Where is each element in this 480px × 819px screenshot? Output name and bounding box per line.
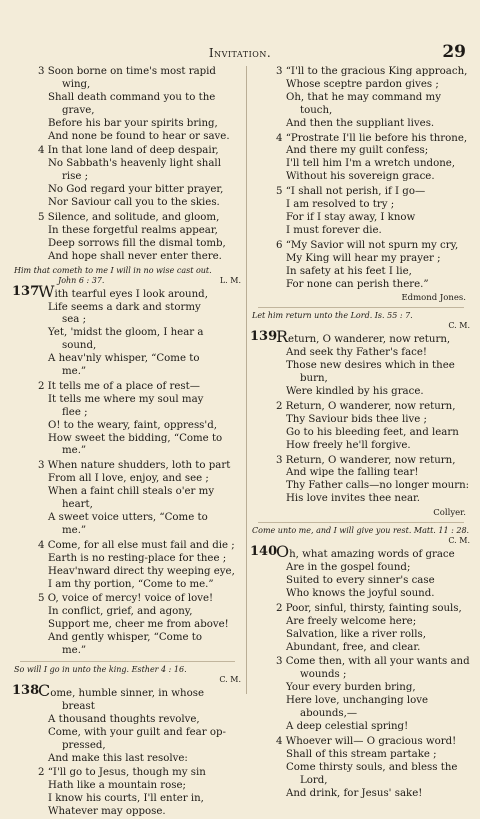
verse-line: 3 “I'll to the gracious King approach, bbox=[276, 66, 468, 77]
verse-line: me.” bbox=[62, 645, 87, 657]
verse-line: Nor Saviour call you to the skies. bbox=[48, 197, 220, 209]
verse-line: 4 “Prostrate I'll lie before his throne, bbox=[276, 132, 468, 144]
verse-line: Return, O wanderer, now return, bbox=[276, 327, 451, 347]
page-header bbox=[14, 42, 466, 64]
verse-line: In conflict, grief, and agony, bbox=[48, 606, 193, 618]
verse-line: flee ; bbox=[62, 406, 88, 418]
verse-line: Whatever may oppose. bbox=[48, 806, 166, 818]
verse-line: sound, bbox=[62, 340, 97, 352]
verse-line: A heav'nly whisper, “Come to bbox=[48, 353, 200, 365]
verse-line: pressed, bbox=[62, 739, 106, 751]
right-column bbox=[250, 66, 472, 799]
stanza bbox=[250, 133, 472, 185]
verse-line: 4 In that lone land of deep despair, bbox=[38, 145, 219, 157]
section-title: Invitation. bbox=[208, 46, 272, 60]
verse-line: And there my guilt confess; bbox=[286, 145, 429, 157]
verse-line: I must forever die. bbox=[286, 224, 382, 236]
hymn-separator bbox=[258, 307, 464, 308]
verse-line: And wipe the falling tear! bbox=[286, 467, 419, 479]
verse-line: Earth is no resting-place for thee ; bbox=[48, 552, 227, 564]
stanza bbox=[12, 593, 243, 658]
stanza bbox=[12, 66, 243, 143]
verse-line: And none be found to hear or save. bbox=[48, 130, 230, 142]
verse-line: 3 When nature shudders, loth to part bbox=[38, 460, 231, 472]
verse-line: 3 Return, O wanderer, now return, bbox=[276, 454, 456, 466]
verse-line: I know his courts, I'll enter in, bbox=[48, 793, 204, 805]
drop-cap: O bbox=[276, 542, 290, 562]
verse-line: I am resolved to try ; bbox=[286, 199, 395, 211]
hymn-separator bbox=[258, 522, 464, 523]
stanza bbox=[250, 603, 472, 655]
verse-line: Support me, cheer me from above! bbox=[48, 619, 229, 631]
verse-line: For if I stay away, I know bbox=[286, 211, 416, 223]
verse-line: 5 O, voice of mercy! voice of love! bbox=[38, 593, 214, 605]
verse-line: Oh, what amazing words of grace bbox=[276, 542, 455, 562]
verse-line: Salvation, like a river rolls, bbox=[286, 628, 426, 640]
drop-cap: W bbox=[38, 281, 55, 301]
stanza bbox=[12, 540, 243, 592]
hymn-number: 137 bbox=[12, 283, 40, 299]
verse-line: And seek thy Father's face! bbox=[286, 347, 427, 359]
verse-line: Oh, that he may command my bbox=[286, 91, 441, 103]
verse-line: Yet, 'midst the gloom, I hear a bbox=[48, 327, 204, 339]
verse-line: Deep sorrows fill the dismal tomb, bbox=[48, 237, 226, 249]
verse-line: Thy Saviour bids thee live ; bbox=[286, 413, 427, 425]
verse-line: Your every burden bring, bbox=[286, 682, 416, 694]
verse-line: breast bbox=[62, 700, 95, 712]
verse-line: When a faint chill steals o'er my bbox=[48, 486, 215, 498]
verse-line: His love invites thee near. bbox=[286, 493, 421, 505]
verse-line: rise ; bbox=[62, 171, 89, 183]
verse-line: And hope shall never enter there. bbox=[48, 250, 222, 262]
verse-line: A thousand thoughts revolve, bbox=[48, 713, 200, 725]
stanza bbox=[250, 736, 472, 801]
stanza bbox=[250, 656, 472, 733]
meter: C. M. bbox=[448, 321, 470, 331]
first-line bbox=[12, 281, 243, 302]
first-line bbox=[12, 680, 243, 701]
hymn-author: Collyer. bbox=[433, 508, 466, 519]
verse-line: 3 Soon borne on time's most rapid bbox=[38, 66, 216, 77]
scripture-reference: Come unto me, and I will give you rest. Matt. 11 : 28. bbox=[252, 526, 470, 536]
verse-line: For none can perish there.” bbox=[286, 278, 429, 290]
first-line bbox=[250, 542, 472, 562]
verse-line: And make this last resolve: bbox=[48, 752, 188, 764]
verse-line: My King will hear my prayer ; bbox=[286, 252, 441, 264]
verse-line: In these forgetful realms appear, bbox=[48, 224, 218, 236]
stanza bbox=[12, 460, 243, 537]
verse-line: 3 Come then, with all your wants and bbox=[276, 656, 470, 668]
verse-line: Hath like a mountain rose; bbox=[48, 780, 186, 792]
verse-line: It tells me where my soul may bbox=[48, 393, 204, 405]
verse-line: burn, bbox=[300, 373, 328, 385]
verse-line: 2 Return, O wanderer, now return, bbox=[276, 400, 456, 412]
meter: L. M. bbox=[219, 275, 241, 285]
verse-line: No God regard your bitter prayer, bbox=[48, 184, 224, 196]
stanza bbox=[12, 145, 243, 210]
verse-line: Go to his bleeding feet, and learn bbox=[286, 426, 459, 438]
verse-line: Who knows the joyful sound. bbox=[286, 587, 435, 599]
verse-line: wounds ; bbox=[300, 669, 347, 681]
verse-line: How freely he'll forgive. bbox=[286, 439, 411, 451]
scripture-reference: Him that cometh to me I will in no wise cast out. bbox=[14, 265, 212, 275]
verse-line: 6 “My Savior will not spurn my cry, bbox=[276, 239, 459, 251]
verse-line: grave, bbox=[62, 104, 95, 116]
verse-line: Shall death command you to the bbox=[48, 91, 216, 103]
verse-line: wing, bbox=[62, 78, 91, 90]
hymn-139 bbox=[250, 307, 472, 519]
stanza bbox=[250, 542, 472, 601]
verse-line: Come, with your guilt and fear op- bbox=[48, 726, 226, 738]
verse-line: And then the suppliant lives. bbox=[286, 117, 435, 129]
verse-line: 2 Poor, sinful, thirsty, fainting souls, bbox=[276, 602, 462, 614]
verse-line: From all I love, enjoy, and see ; bbox=[48, 473, 209, 485]
scripture-citation: John 6 : 37. bbox=[58, 275, 105, 285]
verse-line: Whose sceptre pardon gives ; bbox=[286, 78, 439, 90]
verse-line: me.” bbox=[62, 445, 87, 457]
stanza bbox=[250, 455, 472, 507]
stanza bbox=[12, 281, 243, 379]
verse-line: I am thy portion, “Come to me.” bbox=[48, 578, 214, 590]
verse-line: I'll tell him I'm a wretch undone, bbox=[286, 158, 456, 170]
verse-line: And gently whisper, “Come to bbox=[48, 632, 202, 644]
verse-line: Those new desires which in thee bbox=[286, 360, 455, 372]
stanza bbox=[250, 327, 472, 399]
hymn-number: 138 bbox=[12, 682, 40, 698]
column-divider bbox=[246, 66, 247, 694]
hymn-author: Edmond Jones. bbox=[401, 293, 466, 304]
verse-line: 4 Come, for all else must fail and die ; bbox=[38, 539, 235, 551]
verse-line: 2 It tells me of a place of rest— bbox=[38, 380, 200, 392]
verse-line: How sweet the bidding, “Come to bbox=[48, 432, 223, 444]
verse-line: Thy Father calls—no longer mourn: bbox=[286, 480, 470, 492]
verse-line: Are freely welcome here; bbox=[286, 615, 417, 627]
verse-line: touch, bbox=[300, 104, 333, 116]
verse-line: heart, bbox=[62, 499, 93, 511]
hymn-separator bbox=[20, 661, 235, 662]
page-number: 29 bbox=[442, 42, 466, 62]
stanza bbox=[12, 381, 243, 458]
drop-cap: C bbox=[38, 680, 51, 700]
verse-line: A sweet voice utters, “Come to bbox=[48, 512, 208, 523]
drop-cap: R bbox=[276, 327, 289, 347]
stanza bbox=[12, 767, 243, 819]
verse-line: 2 “I'll go to Jesus, though my sin bbox=[38, 767, 206, 779]
verse-line: Lord, bbox=[300, 774, 328, 786]
verse-line: Are in the gospel found; bbox=[286, 562, 411, 574]
left-column bbox=[12, 66, 243, 818]
stanza bbox=[250, 401, 472, 453]
stanza bbox=[12, 212, 243, 264]
verse-line: Come thirsty souls, and bless the bbox=[286, 761, 458, 773]
verse-line: And drink, for Jesus' sake! bbox=[286, 787, 423, 799]
verse-line: Without his sovereign grace. bbox=[286, 171, 435, 183]
verse-line: 5 Silence, and solitude, and gloom, bbox=[38, 211, 220, 223]
verse-line: Life seems a dark and stormy bbox=[48, 301, 201, 313]
verse-line: Come, humble sinner, in whose bbox=[38, 680, 204, 700]
stanza bbox=[250, 186, 472, 238]
verse-line: A deep celestial spring! bbox=[286, 720, 409, 732]
meter: C. M. bbox=[219, 674, 241, 684]
first-line bbox=[250, 327, 472, 347]
verse-line: With tearful eyes I look around, bbox=[38, 281, 208, 301]
stanza bbox=[12, 680, 243, 765]
verse-line: Here love, unchanging love bbox=[286, 695, 429, 707]
verse-line: No Sabbath's heavenly light shall bbox=[48, 158, 221, 170]
scripture-reference: So will I go in unto the king. Esther 4 : 16. bbox=[14, 664, 187, 674]
verse-line: Shall of this stream partake ; bbox=[286, 748, 437, 760]
verse-line: me.” bbox=[62, 366, 87, 378]
verse-line: abounds,— bbox=[300, 708, 358, 720]
hymn-137 bbox=[12, 266, 243, 658]
verse-line: 4 Whoever will— O gracious word! bbox=[276, 735, 457, 747]
verse-line: Were kindled by his grace. bbox=[286, 386, 424, 398]
scripture-reference: Let him return unto the Lord. Is. 55 : 7. bbox=[252, 311, 413, 321]
verse-line: 5 “I shall not perish, if I go— bbox=[276, 186, 426, 198]
verse-line: Before his bar your spirits bring, bbox=[48, 117, 218, 129]
hymn-number: 139 bbox=[250, 329, 278, 345]
verse-line: me.” bbox=[62, 524, 87, 536]
verse-line: Suited to every sinner's case bbox=[286, 575, 435, 586]
verse-line: Abundant, free, and clear. bbox=[286, 641, 421, 653]
hymn-number: 140 bbox=[250, 544, 278, 560]
verse-line: In safety at his feet I lie, bbox=[286, 265, 412, 277]
verse-line: Heav'nward direct thy weeping eye, bbox=[48, 565, 235, 577]
stanza bbox=[250, 240, 472, 292]
verse-line: sea ; bbox=[62, 314, 87, 326]
stanza bbox=[250, 66, 472, 131]
verse-line: O! to the weary, faint, oppress'd, bbox=[48, 419, 217, 431]
meter: C. M. bbox=[448, 536, 470, 546]
hymn-140 bbox=[250, 522, 472, 800]
hymn-138 bbox=[12, 661, 243, 819]
